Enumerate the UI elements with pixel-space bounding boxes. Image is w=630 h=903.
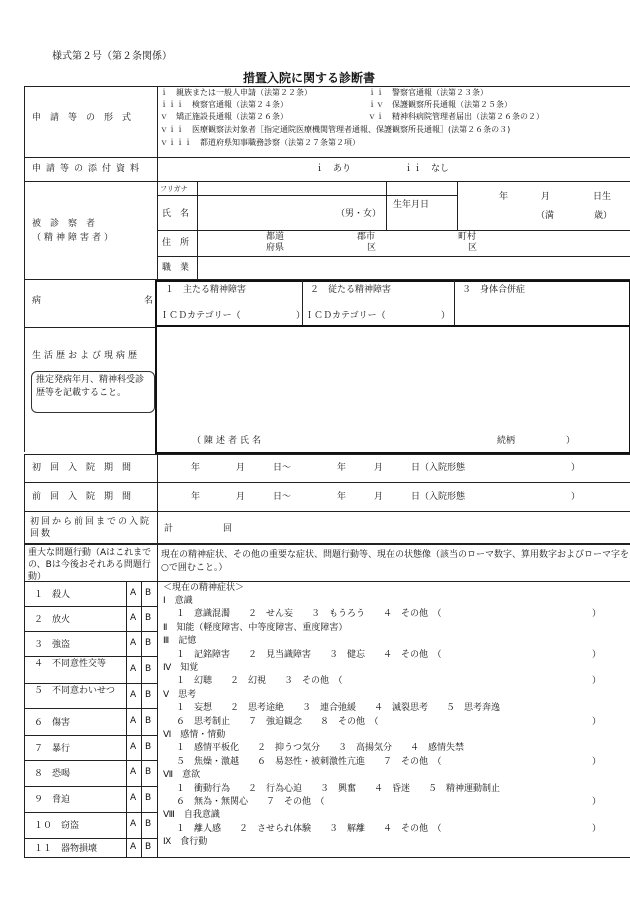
symptom-category: Ⅱ 知能（軽度障害、中等度障害、重度障害） — [163, 622, 348, 633]
name-label: 氏 名 — [162, 209, 190, 219]
problem-item: ３ 強盗 — [34, 640, 71, 650]
attachment-no: ｉｉ なし — [404, 164, 450, 174]
symptom-options[interactable]: １ 妄想 ２ 思考途絶 ３ 連合弛緩 ４ 滅裂思考 ５ 思考奔逸 — [176, 703, 501, 714]
problem-item: ５ 不同意わいせつ — [34, 686, 116, 696]
symptom-options[interactable]: ６ 思考制止 ７ 強迫観念 ８ その他 （ — [176, 716, 379, 727]
choice-a[interactable]: A — [130, 819, 137, 829]
symptom-close-paren: ） — [592, 716, 602, 727]
choice-b[interactable]: B — [145, 793, 152, 803]
page-title: 措置入院に関する診断書 — [243, 71, 376, 85]
problem-header: 重大な問題行動（Aはこれまでの、Bは今後おそれある問題行動） — [28, 548, 152, 582]
dob-label: 生年月日 — [393, 200, 430, 210]
choice-b[interactable]: B — [145, 842, 152, 852]
choice-b[interactable]: B — [145, 767, 152, 777]
patient-label: 被診察者 — [32, 219, 105, 229]
narrator-label: （陳述者氏名 — [192, 436, 265, 446]
job-label: 職 業 — [162, 263, 190, 273]
app-item-7: ｖｉｉ 医療観察法対象者［指定通院医療機関管理者通報、保護観察所長通報］(法第２６条の３) — [160, 125, 511, 134]
symptom-options[interactable]: １ 意識混濁 ２ せん妄 ３ もうろう ４ その他 （ — [176, 609, 442, 620]
symptom-close-paren: ） — [592, 676, 602, 687]
dob-year: 年 — [499, 192, 509, 202]
dob-day: 日生 — [593, 192, 612, 202]
problem-item: １１ 器物損壊 — [34, 844, 98, 854]
problem-item: ２ 放火 — [34, 615, 71, 625]
app-item-2: ｉｉ 警察官通報（法第２３条） — [368, 88, 488, 97]
symptom-options[interactable]: １ 衝動行為 ２ 行為心迫 ３ 興奮 ４ 昏迷 ５ 精神運動制止 — [176, 783, 501, 794]
physical-comorbidity: ３ 身体合併症 — [462, 285, 526, 295]
narrator-close: ） — [566, 436, 576, 446]
pref-top: 都道 — [266, 232, 285, 242]
address-label: 住 所 — [162, 238, 190, 248]
history-box — [155, 325, 630, 454]
symptom-options[interactable]: １ 離人感 ２ させられ体験 ３ 解離 ４ その他 （ — [176, 823, 442, 834]
choice-a[interactable]: A — [130, 690, 137, 700]
dob-month: 月 — [541, 192, 551, 202]
town-bottom: 区 — [468, 243, 478, 253]
icd-main: ＩＣＤカテゴリー（ — [160, 311, 241, 321]
first-year2: 年 — [337, 463, 347, 473]
prev-day: 日～ — [273, 492, 292, 502]
choice-a[interactable]: A — [130, 664, 137, 674]
main-disorder: １ 主たる精神障害 — [165, 285, 247, 295]
town-top: 町村 — [458, 232, 477, 242]
symptom-heading: ＜現在の精神症状＞ — [163, 583, 245, 593]
first-day: 日～ — [273, 463, 292, 473]
first-admission-label: 初回入院期間 — [32, 463, 141, 473]
symptom-category: Ⅰ 意識 — [163, 596, 193, 606]
prev-month2: 月 — [374, 492, 384, 502]
symptom-category: Ⅸ 食行動 — [163, 837, 208, 848]
disease-label-1: 病 — [32, 296, 42, 306]
history-label: 生活歴および現病歴 — [32, 351, 141, 361]
symptom-close-paren: ） — [592, 609, 602, 620]
choice-a[interactable]: A — [130, 742, 137, 752]
choice-a[interactable]: A — [130, 842, 137, 852]
choice-a[interactable]: A — [130, 793, 137, 803]
first-year: 年 — [191, 463, 201, 473]
symptom-category: Ⅵ 感情・情動 — [163, 730, 226, 740]
choice-b[interactable]: B — [145, 664, 152, 674]
problem-item: １ 殺人 — [34, 590, 71, 600]
total-label: 計 — [164, 524, 174, 534]
symptom-close-paren: ） — [592, 823, 602, 834]
symptom-options[interactable]: １ 感情平板化 ２ 抑うつ気分 ３ 高揚気分 ４ 感情失禁 — [176, 743, 465, 754]
problem-item: ７ 暴行 — [34, 744, 71, 754]
symptom-category: Ⅴ 思考 — [163, 689, 197, 700]
symptom-category: Ⅶ 意欲 — [163, 770, 201, 781]
first-day2: 日（入院形態 — [411, 463, 466, 473]
choice-a[interactable]: A — [130, 638, 137, 648]
times-label: 回 — [223, 524, 233, 534]
prev-month: 月 — [236, 492, 246, 502]
symptom-close-paren: ） — [592, 797, 602, 807]
sub-disorder: ２ 従たる精神障害 — [310, 285, 392, 295]
app-item-4: ｉｖ 保護観察所長通報（法第２５条） — [368, 100, 512, 109]
attachment-yes: ｉ あり — [315, 164, 352, 174]
choice-b[interactable]: B — [145, 716, 152, 726]
symptom-close-paren: ） — [592, 756, 602, 767]
choice-b[interactable]: B — [145, 613, 152, 623]
choice-a[interactable]: A — [130, 767, 137, 777]
choice-b[interactable]: B — [145, 588, 152, 598]
choice-b[interactable]: B — [145, 638, 152, 648]
first-month: 月 — [236, 463, 246, 473]
problem-item: ６ 傷害 — [34, 718, 71, 728]
symptom-category: Ⅲ 記憶 — [163, 636, 197, 647]
choice-b[interactable]: B — [145, 819, 152, 829]
symptom-category: Ⅷ 自我意識 — [163, 810, 220, 821]
app-item-1: ｉ 親族または一般人申請（法第２２条） — [160, 88, 312, 97]
problem-item: ４ 不同意性交等 — [34, 659, 107, 669]
attachment-label: 申請等の添付資料 — [32, 164, 145, 174]
app-item-8: ｖｉｉｉ 都道府県知事職務診察（法第２７条第２項） — [160, 138, 360, 147]
problem-item: ９ 脅迫 — [34, 795, 71, 805]
pref-bottom: 府県 — [266, 243, 285, 253]
first-close: ） — [571, 463, 581, 473]
city-top: 郡市 — [357, 232, 376, 242]
app-item-3: ｉｉｉ 検察官通報（法第２４条） — [160, 100, 288, 109]
symptom-category: Ⅳ 知覚 — [163, 663, 199, 673]
symptom-close-paren: ） — [592, 649, 602, 660]
prev-year: 年 — [191, 492, 201, 502]
furigana-label: フリガナ — [160, 185, 188, 193]
prev-admission-label: 前回入院期間 — [32, 492, 141, 502]
choice-a[interactable]: A — [130, 716, 137, 726]
admission-count-label: 初回から前回までの入院回数 — [30, 517, 152, 539]
icd-sub-close: ） — [441, 311, 451, 321]
symptom-options[interactable]: ６ 無為・無関心 ７ その他 （ — [176, 797, 325, 807]
problem-item: １０ 窃盗 — [34, 821, 80, 831]
prev-close: ） — [571, 492, 581, 502]
age-open: （満 — [536, 211, 555, 221]
symptom-options[interactable]: ５ 焦燥・激越 ６ 易怒性・被刺激性亢進 ７ その他 （ — [176, 756, 442, 767]
choice-a[interactable]: A — [130, 613, 137, 623]
icd-main-close: ） — [296, 311, 306, 321]
first-month2: 月 — [374, 463, 384, 473]
relation-label: 続柄 — [497, 436, 516, 446]
symptom-options[interactable]: １ 記銘障害 ２ 見当識障害 ３ 健忘 ４ その他 （ — [176, 649, 442, 660]
sex-choice: （男・女） — [336, 209, 382, 219]
choice-b[interactable]: B — [145, 742, 152, 752]
age-close: 歳） — [594, 211, 613, 221]
history-note: 推定発病年月、精神科受診歴等を記載すること。 — [36, 375, 145, 398]
prev-day2: 日（入院形態 — [411, 492, 466, 502]
symptom-header: 現在の精神症状、その他の重要な症状、問題行動等、現在の状態像（該当のローマ数字、算用数字およびローマ字を○で囲むこと。） — [161, 550, 630, 573]
application-label: 申請等の形式 — [32, 113, 141, 123]
choice-b[interactable]: B — [145, 690, 152, 700]
prev-year2: 年 — [337, 492, 347, 502]
problem-item: ８ 恐喝 — [34, 769, 71, 779]
form-number: 様式第２号（第２条関係） — [52, 51, 172, 62]
icd-sub: ＩＣＤカテゴリー（ — [305, 311, 386, 321]
choice-a[interactable]: A — [130, 588, 137, 598]
app-item-6: ｖｉ 精神科病院管理者届出（法第２６条の２） — [368, 112, 544, 121]
city-bottom: 区 — [367, 243, 377, 253]
app-item-5: ｖ 矯正施設長通報（法第２６条） — [160, 112, 288, 121]
symptom-options[interactable]: １ 幻聴 ２ 幻視 ３ その他 （ — [176, 676, 343, 687]
patient-sublabel: （精神障害者） — [32, 233, 117, 243]
disease-label-2: 名 — [144, 296, 154, 306]
